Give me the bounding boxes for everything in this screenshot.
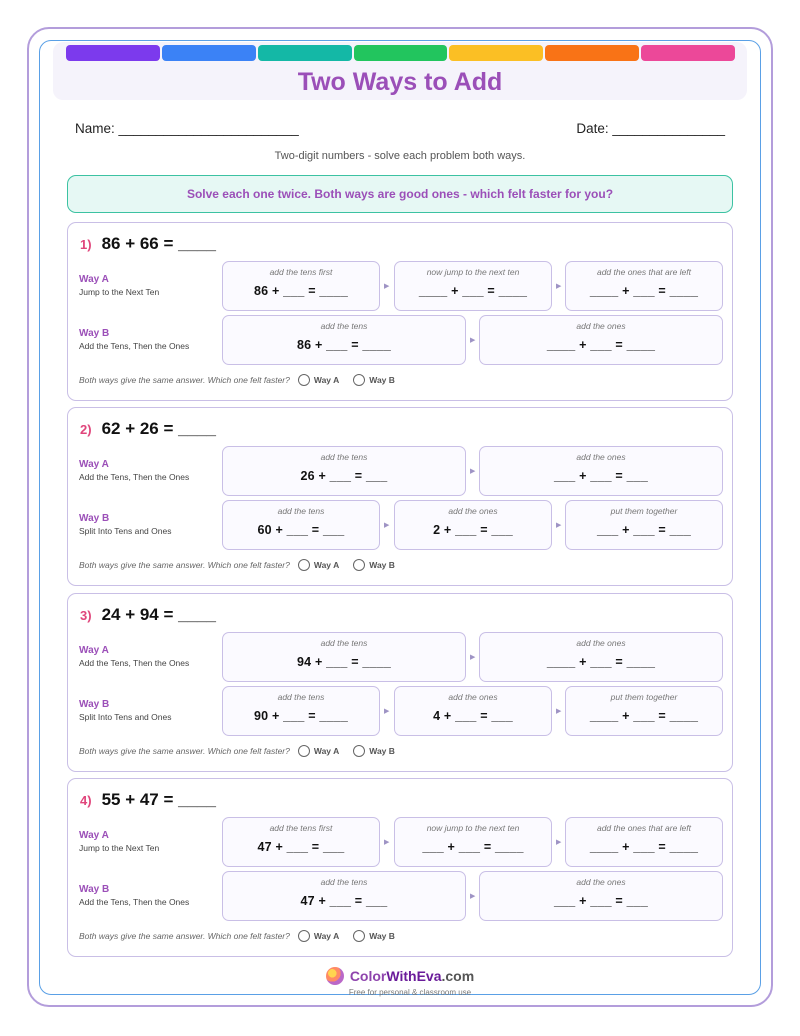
option-label: Way A (313, 931, 340, 941)
problem-equation[interactable]: 62 + 26 = ____ (101, 419, 216, 438)
radio-button[interactable] (353, 930, 365, 942)
step-expression[interactable]: 86 + ___ = ____ (253, 284, 349, 298)
way-name: Way B (79, 513, 110, 524)
arrow-icon: ▶ (470, 337, 476, 344)
step-box[interactable] (479, 315, 723, 365)
way-label (79, 830, 159, 853)
problem-number: 1) (80, 237, 92, 252)
step-box[interactable] (222, 500, 380, 550)
radio-button[interactable] (298, 930, 310, 942)
problem-card (67, 593, 733, 772)
arrow-icon: ▶ (384, 283, 390, 290)
step-expression[interactable]: ____ + ___ = ____ (589, 840, 699, 854)
logo-tagline: Free for personal & classroom use (348, 988, 472, 997)
color-bar-segment (545, 45, 639, 61)
problem-header (80, 234, 216, 258)
arrow-icon: ▶ (470, 468, 476, 475)
radio-button[interactable] (353, 374, 365, 386)
step-expression[interactable]: ___ + ___ = ___ (553, 894, 649, 908)
step-expression[interactable]: ____ + ___ = ____ (418, 284, 528, 298)
option-way-b[interactable] (353, 374, 395, 386)
step-expression[interactable]: ____ + ___ = ____ (589, 709, 699, 723)
radio-button[interactable] (298, 559, 310, 571)
step-box[interactable] (394, 817, 552, 867)
step-expression[interactable]: 94 + ___ = ____ (296, 655, 392, 669)
step-hint: add the tens first (269, 267, 333, 277)
color-bar-segment (258, 45, 352, 61)
step-box[interactable] (479, 446, 723, 496)
step-hint: add the ones (448, 506, 498, 516)
step-expression[interactable]: ____ + ___ = ____ (589, 284, 699, 298)
step-hint: add the ones that are left (596, 823, 692, 833)
option-way-b[interactable] (353, 930, 395, 942)
step-hint: add the ones (576, 452, 626, 462)
way-label (79, 513, 171, 536)
radio-button[interactable] (298, 745, 310, 757)
problem-card (67, 778, 733, 957)
option-way-b[interactable] (353, 559, 395, 571)
step-box[interactable] (565, 817, 723, 867)
step-box[interactable] (479, 871, 723, 921)
step-hint: add the tens (320, 638, 368, 648)
faster-question (79, 745, 409, 757)
page-title: Two Ways to Add (297, 68, 503, 96)
arrow-icon: ▶ (556, 522, 562, 529)
question-text: Both ways give the same answer. Which one felt faster? (79, 560, 290, 570)
way-description: Jump to the Next Ten (79, 843, 160, 853)
step-box[interactable] (479, 632, 723, 682)
step-expression[interactable]: 90 + ___ = ____ (253, 709, 349, 723)
faster-question (79, 559, 409, 571)
way-description: Split Into Tens and Ones (79, 526, 172, 536)
step-hint: add the ones that are left (596, 267, 692, 277)
logo-part-color: Color (349, 968, 387, 984)
palette-icon (326, 967, 344, 985)
arrow-icon: ▶ (470, 654, 476, 661)
arrow-icon: ▶ (470, 893, 476, 900)
step-box[interactable] (222, 446, 466, 496)
step-hint: add the tens first (269, 823, 333, 833)
name-field[interactable]: Name: ________________________ (75, 121, 299, 136)
problem-header (80, 419, 216, 443)
radio-button[interactable] (353, 745, 365, 757)
faster-question (79, 930, 409, 942)
question-text: Both ways give the same answer. Which one felt faster? (79, 746, 290, 756)
problem-equation[interactable]: 55 + 47 = ____ (101, 790, 216, 809)
arrow-icon: ▶ (384, 522, 390, 529)
step-expression[interactable]: 86 + ___ = ____ (296, 338, 392, 352)
problem-header (80, 605, 216, 629)
option-label: Way B (369, 746, 395, 756)
step-box[interactable] (222, 632, 466, 682)
rainbow-color-bar (66, 45, 735, 61)
step-box[interactable] (222, 817, 380, 867)
step-expression[interactable]: 4 + ___ = ___ (433, 709, 513, 723)
way-name: Way A (79, 645, 109, 656)
way-description: Jump to the Next Ten (79, 287, 160, 297)
step-hint: add the ones (448, 692, 498, 702)
step-expression[interactable]: 60 + ___ = ___ (257, 523, 345, 537)
way-label (79, 884, 189, 907)
option-way-a[interactable] (298, 930, 339, 942)
way-name: Way B (79, 884, 110, 895)
arrow-icon: ▶ (384, 708, 390, 715)
step-box[interactable] (565, 686, 723, 736)
step-hint: now jump to the next ten (426, 267, 520, 277)
step-expression[interactable]: ____ + ___ = ____ (546, 338, 656, 352)
step-expression[interactable]: ___ + ___ = ___ (553, 469, 649, 483)
arrow-icon: ▶ (556, 839, 562, 846)
problem-card (67, 222, 733, 401)
problem-number: 2) (80, 422, 92, 437)
step-box[interactable] (394, 686, 552, 736)
problem-card (67, 407, 733, 586)
arrow-icon: ▶ (384, 839, 390, 846)
way-label (79, 274, 159, 297)
step-hint: now jump to the next ten (426, 823, 520, 833)
arrow-icon: ▶ (556, 708, 562, 715)
step-box[interactable] (222, 871, 466, 921)
step-hint: add the ones (576, 321, 626, 331)
color-bar-segment (66, 45, 160, 61)
problem-equation[interactable]: 24 + 94 = ____ (101, 605, 216, 624)
step-expression[interactable]: ____ + ___ = ____ (546, 655, 656, 669)
question-text: Both ways give the same answer. Which one felt faster? (79, 931, 290, 941)
way-name: Way B (79, 699, 110, 710)
date-field[interactable]: Date: _______________ (576, 121, 725, 136)
step-box[interactable] (565, 500, 723, 550)
step-box[interactable] (222, 315, 466, 365)
problem-number: 3) (80, 608, 92, 623)
way-description: Add the Tens, Then the Ones (79, 472, 190, 482)
logo-part-domain: .com (441, 968, 475, 984)
step-box[interactable] (565, 261, 723, 311)
option-way-b[interactable] (353, 745, 395, 757)
option-label: Way A (313, 560, 340, 570)
step-hint: add the tens (320, 452, 368, 462)
step-hint: add the tens (320, 877, 368, 887)
step-expression[interactable]: 47 + ___ = ___ (300, 894, 388, 908)
instruction-box (67, 175, 733, 213)
option-label: Way B (369, 375, 395, 385)
step-hint: add the tens (277, 692, 325, 702)
problem-number: 4) (80, 793, 92, 808)
option-label: Way A (313, 375, 340, 385)
way-label (79, 328, 189, 351)
way-description: Split Into Tens and Ones (79, 712, 172, 722)
step-expression[interactable]: ___ + ___ = ___ (596, 523, 692, 537)
way-name: Way A (79, 830, 109, 841)
radio-button[interactable] (298, 374, 310, 386)
way-name: Way A (79, 274, 109, 285)
step-box[interactable] (222, 261, 380, 311)
faster-question (79, 374, 409, 386)
step-box[interactable] (222, 686, 380, 736)
step-hint: put them together (610, 506, 678, 516)
radio-button[interactable] (353, 559, 365, 571)
option-way-a[interactable] (298, 559, 339, 571)
step-expression[interactable]: ___ + ___ = ____ (422, 840, 524, 854)
step-expression[interactable]: 26 + ___ = ___ (300, 469, 388, 483)
color-bar-segment (449, 45, 543, 61)
arrow-icon: ▶ (556, 283, 562, 290)
option-label: Way B (369, 931, 395, 941)
option-label: Way A (313, 746, 340, 756)
subtitle: Two-digit numbers - solve each problem both ways. (274, 150, 526, 162)
question-text: Both ways give the same answer. Which one felt faster? (79, 375, 290, 385)
way-description: Add the Tens, Then the Ones (79, 341, 190, 351)
step-box[interactable] (394, 500, 552, 550)
instruction-text: Solve each one twice. Both ways are good ones - which felt faster for you? (186, 187, 614, 201)
way-label (79, 459, 189, 482)
way-description: Add the Tens, Then the Ones (79, 897, 190, 907)
way-name: Way B (79, 328, 110, 339)
step-box[interactable] (394, 261, 552, 311)
step-expression[interactable]: 47 + ___ = ___ (257, 840, 345, 854)
logo-part-witheva: WithEva (386, 968, 442, 984)
color-bar-segment (354, 45, 448, 61)
step-expression[interactable]: 2 + ___ = ___ (433, 523, 513, 537)
way-description: Add the Tens, Then the Ones (79, 658, 190, 668)
step-hint: add the ones (576, 638, 626, 648)
way-name: Way A (79, 459, 109, 470)
color-bar-segment (162, 45, 256, 61)
site-logo (0, 967, 800, 997)
step-hint: add the ones (576, 877, 626, 887)
step-hint: add the tens (277, 506, 325, 516)
problem-equation[interactable]: 86 + 66 = ____ (101, 234, 216, 253)
step-hint: put them together (610, 692, 678, 702)
option-way-a[interactable] (298, 745, 339, 757)
color-bar-segment (641, 45, 735, 61)
way-label (79, 645, 189, 668)
way-label (79, 699, 171, 722)
problem-header (80, 790, 216, 814)
option-label: Way B (369, 560, 395, 570)
step-hint: add the tens (320, 321, 368, 331)
option-way-a[interactable] (298, 374, 339, 386)
